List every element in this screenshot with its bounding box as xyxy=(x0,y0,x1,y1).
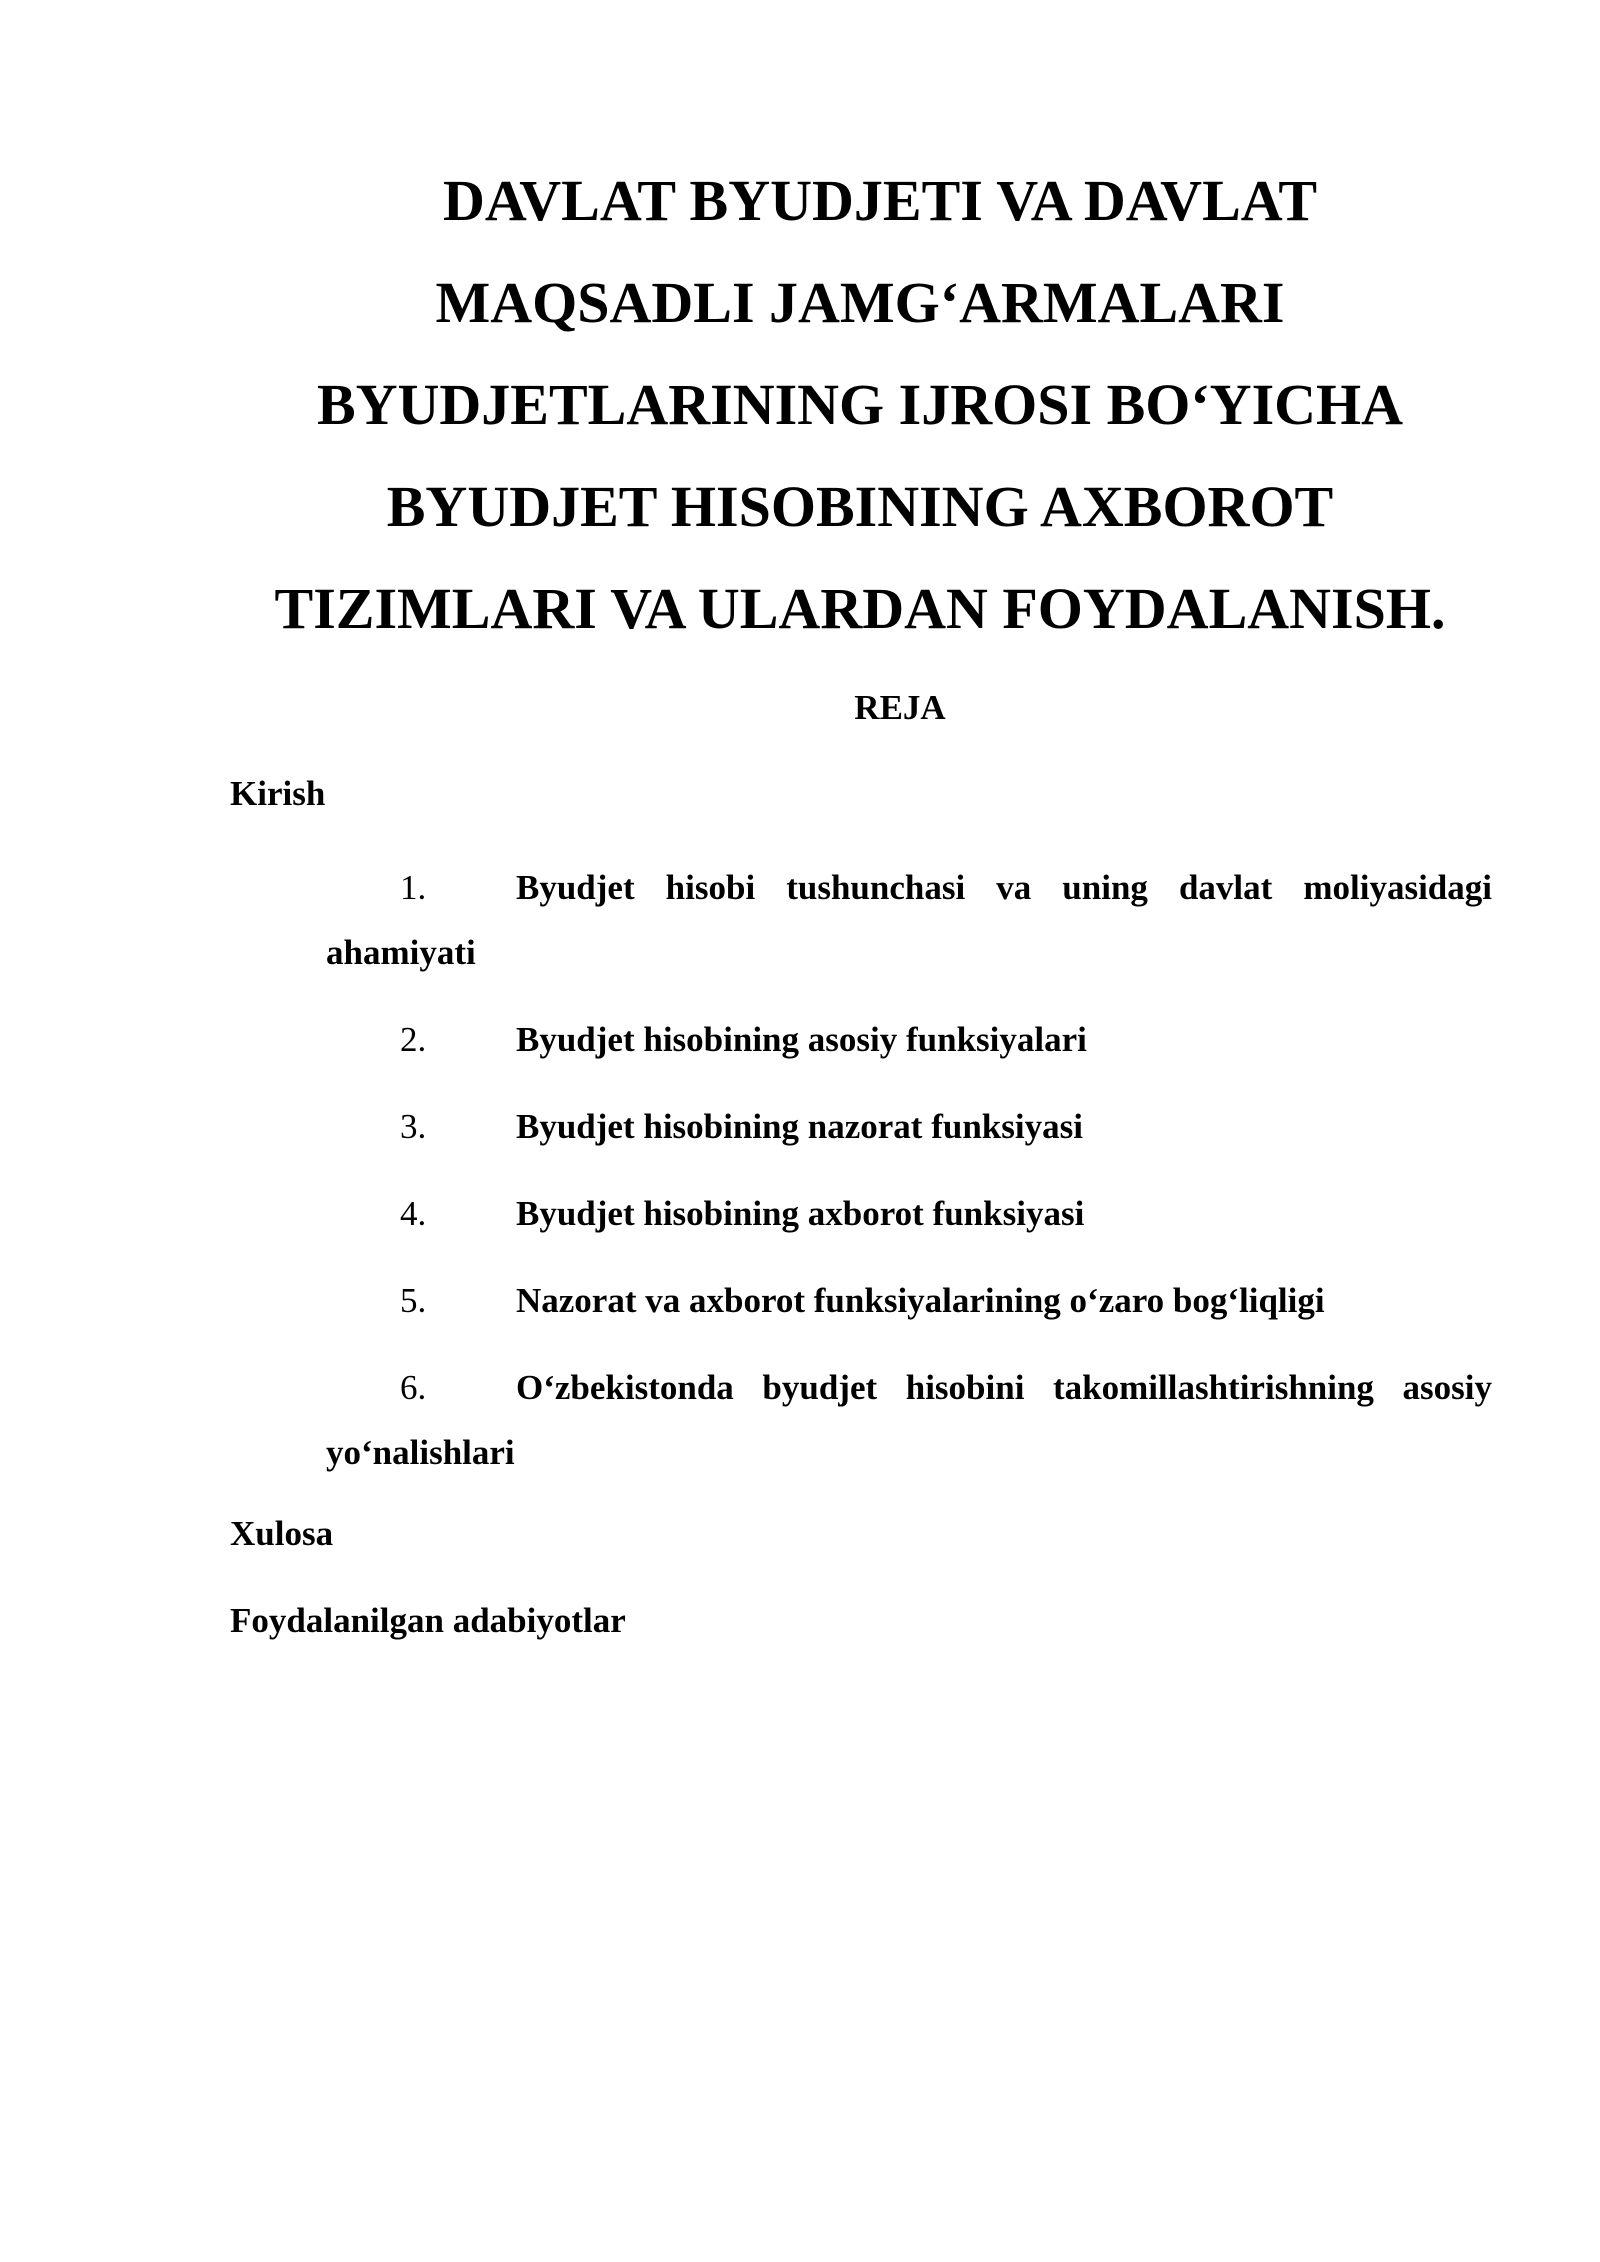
plan-heading-text: REJA xyxy=(854,688,946,727)
list-item xyxy=(326,1181,1492,1246)
references-heading: Foydalanilgan adabiyotlar xyxy=(230,1601,626,1640)
title-line: DAVLAT BYUDJETI VA DAVLAT xyxy=(442,168,1318,233)
title-line: BYUDJETLARINING IJROSI BO‘YICHA xyxy=(316,372,1404,437)
list-item-number: 6. xyxy=(400,1368,427,1407)
title-line: TIZIMLARI VA ULARDAN FOYDALANISH. xyxy=(274,576,1446,641)
title-line: BYUDJET HISOBINING AXBOROT xyxy=(386,474,1334,539)
list-item xyxy=(326,1268,1492,1333)
list-item-number: 2. xyxy=(400,1020,427,1059)
list-item-continuation: ahamiyati xyxy=(326,933,476,972)
list-item-text: Byudjet hisobining axborot funksiyasi xyxy=(516,1194,1085,1233)
list-item xyxy=(326,1007,1492,1072)
plan-list xyxy=(326,855,1492,1507)
list-item xyxy=(326,1094,1492,1159)
list-item-number: 4. xyxy=(400,1194,427,1233)
list-item-text: Byudjet hisobi tushunchasi va uning davlat moliyasidagi xyxy=(516,868,1492,907)
list-item-text: Byudjet hisobining nazorat funksiyasi xyxy=(516,1107,1083,1146)
list-item-number: 3. xyxy=(400,1107,427,1146)
list-item-number: 1. xyxy=(400,868,427,907)
intro-heading: Kirish xyxy=(230,774,326,813)
list-item-text: O‘zbekistonda byudjet hisobini takomillashtirishning asosiy xyxy=(516,1368,1492,1407)
title-line: MAQSADLI JAMG‘ARMALARI xyxy=(435,270,1285,335)
list-item xyxy=(326,1355,1492,1485)
conclusion-heading: Xulosa xyxy=(230,1514,334,1553)
document-title xyxy=(230,150,1490,660)
list-item-number: 5. xyxy=(400,1281,427,1320)
list-item-text: Byudjet hisobining asosiy funksiyalari xyxy=(516,1020,1087,1059)
list-item-text: Nazorat va axborot funksiyalarining o‘zaro bog‘liqligi xyxy=(516,1281,1325,1320)
list-item xyxy=(326,855,1492,985)
list-item-continuation: yo‘nalishlari xyxy=(326,1433,515,1472)
plan-heading xyxy=(0,684,1600,732)
